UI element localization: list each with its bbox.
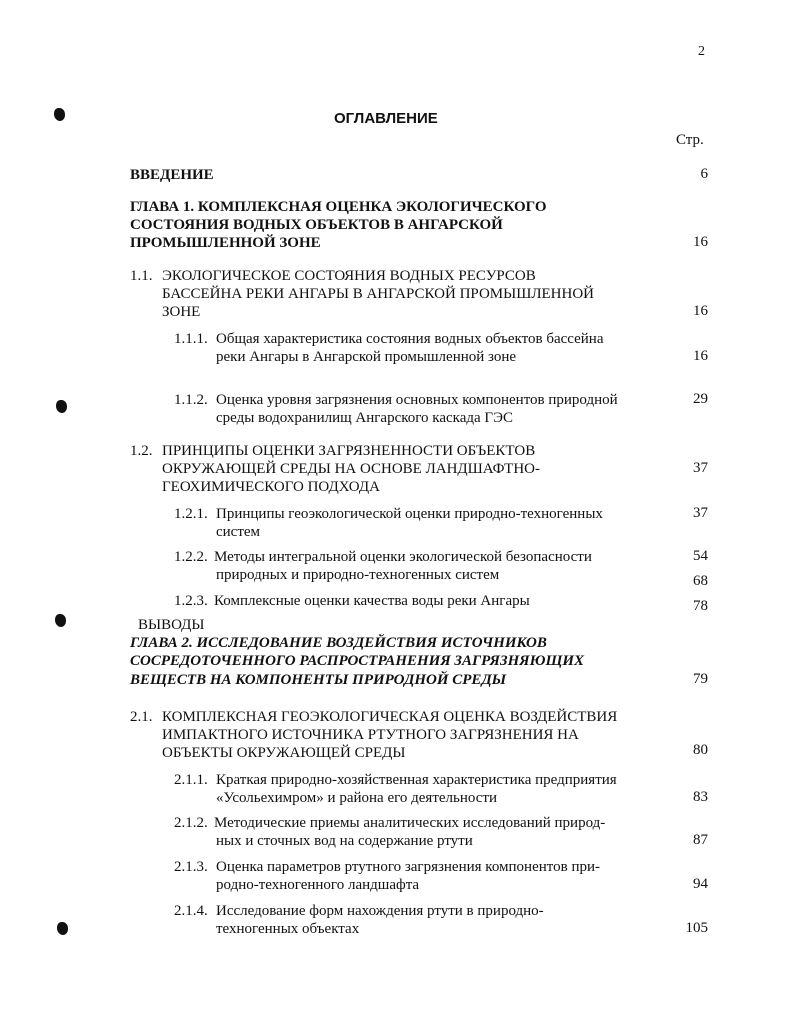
toc-line: ЗОНЕ [162,304,201,320]
toc-title: ОГЛАВЛЕНИЕ [334,110,438,127]
toc-page-number: 68 [693,573,708,589]
toc-line: ОКРУЖАЮЩЕЙ СРЕДЫ НА ОСНОВЕ ЛАНДШАФТНО- [162,461,540,477]
toc-line: систем [216,524,261,540]
toc-line: ГЕОХИМИЧЕСКОГО ПОДХОДА [162,479,380,495]
toc-line: СОСТОЯНИЯ ВОДНЫХ ОБЪЕКТОВ В АНГАРСКОЙ [130,217,503,233]
toc-entry-conclusions[interactable]: ВЫВОДЫ [138,617,205,633]
toc-line: Исследование форм нахождения ртути в природно- [216,903,544,919]
toc-line: ных и сточных вод на содержание ртути [216,833,473,849]
toc-page-number: 54 [693,548,708,564]
page-column-header: Стр. [676,132,704,148]
toc-line: Методы интегральной оценки экологической безопасности [214,549,592,565]
toc-page-number: 87 [693,832,708,848]
toc-line: ГЛАВА 2. ИССЛЕДОВАНИЕ ВОЗДЕЙСТВИЯ ИСТОЧНИКОВ [130,635,547,651]
toc-line: ЭКОЛОГИЧЕСКОЕ СОСТОЯНИЯ ВОДНЫХ РЕСУРСОВ [162,268,536,284]
scan-mark [55,614,66,627]
toc-page-number: 83 [693,789,708,805]
toc-page-number: 105 [685,920,708,936]
toc-number: 1.1.2. [174,392,208,408]
toc-page-number: 94 [693,876,708,892]
toc-page-number: 29 [693,391,708,407]
toc-number: 1.2.2. [174,549,208,565]
toc-page-number: 16 [693,234,708,250]
toc-number: 1.2. [130,443,153,459]
toc-line: ПРОМЫШЛЕННОЙ ЗОНЕ [130,235,321,251]
toc-line: Оценка параметров ртутного загрязнения компонентов при- [216,859,601,875]
toc-number: 2.1.3. [174,859,208,875]
toc-line: ИМПАКТНОГО ИСТОЧНИКА РТУТНОГО ЗАГРЯЗНЕНИЯ НА [162,727,579,743]
toc-line: ОБЪЕКТЫ ОКРУЖАЮЩЕЙ СРЕДЫ [162,745,406,761]
toc-number: 2.1.4. [174,903,208,919]
toc-line: СОСРЕДОТОЧЕННОГО РАСПРОСТРАНЕНИЯ ЗАГРЯЗНЯЮЩИХ [130,653,585,669]
toc-line: КОМПЛЕКСНАЯ ГЕОЭКОЛОГИЧЕСКАЯ ОЦЕНКА ВОЗДЕЙСТВИЯ [162,709,618,725]
toc-line: Принципы геоэкологической оценки природно-техногенных [216,506,603,522]
toc-line: ПРИНЦИПЫ ОЦЕНКИ ЗАГРЯЗНЕННОСТИ ОБЪЕКТОВ [162,443,536,459]
toc-line: Краткая природно-хозяйственная характеристика предприятия [216,772,617,788]
toc-line: реки Ангары в Ангарской промышленной зоне [216,349,517,365]
toc-number: 2.1.1. [174,772,208,788]
scan-mark [54,108,65,121]
toc-line: ГЛАВА 1. КОМПЛЕКСНАЯ ОЦЕНКА ЭКОЛОГИЧЕСКОГО [130,199,547,215]
toc-number: 1.1. [130,268,153,284]
toc-page-number: 37 [693,460,708,476]
toc-line: техногенных объектах [216,921,360,937]
page-number: 2 [698,44,705,59]
toc-page-number: 6 [700,166,708,182]
toc-line: Общая характеристика состояния водных объектов бассейна [216,331,604,347]
toc-page-number: 16 [693,348,708,364]
scan-mark [56,400,67,413]
toc-number: 2.1. [130,709,153,725]
toc-line: Методические приемы аналитических исследований природ- [214,815,606,831]
toc-entry-introduction[interactable]: ВВЕДЕНИЕ [130,167,214,183]
toc-page-number: 79 [693,671,708,687]
toc-line: природных и природно-техногенных систем [216,567,500,583]
toc-number: 1.1.1. [174,331,208,347]
toc-line: «Усольехимром» и района его деятельности [216,790,497,806]
toc-number: 2.1.2. [174,815,208,831]
toc-number: 1.2.3. [174,593,208,609]
toc-page-number: 16 [693,303,708,319]
toc-line: среды водохранилищ Ангарского каскада ГЭС [216,410,514,426]
toc-line: Комплексные оценки качества воды реки Ангары [214,593,530,609]
toc-line: БАССЕЙНА РЕКИ АНГАРЫ В АНГАРСКОЙ ПРОМЫШЛЕННОЙ [162,286,594,302]
toc-number: 1.2.1. [174,506,208,522]
toc-line: Оценка уровня загрязнения основных компонентов природной [216,392,618,408]
toc-page-number: 37 [693,505,708,521]
toc-page-number: 80 [693,742,708,758]
scan-mark [57,922,68,935]
toc-line: ВЕЩЕСТВ НА КОМПОНЕНТЫ ПРИРОДНОЙ СРЕДЫ [130,672,507,688]
toc-line: родно-техногенного ландшафта [216,877,420,893]
toc-page-number: 78 [693,598,708,614]
